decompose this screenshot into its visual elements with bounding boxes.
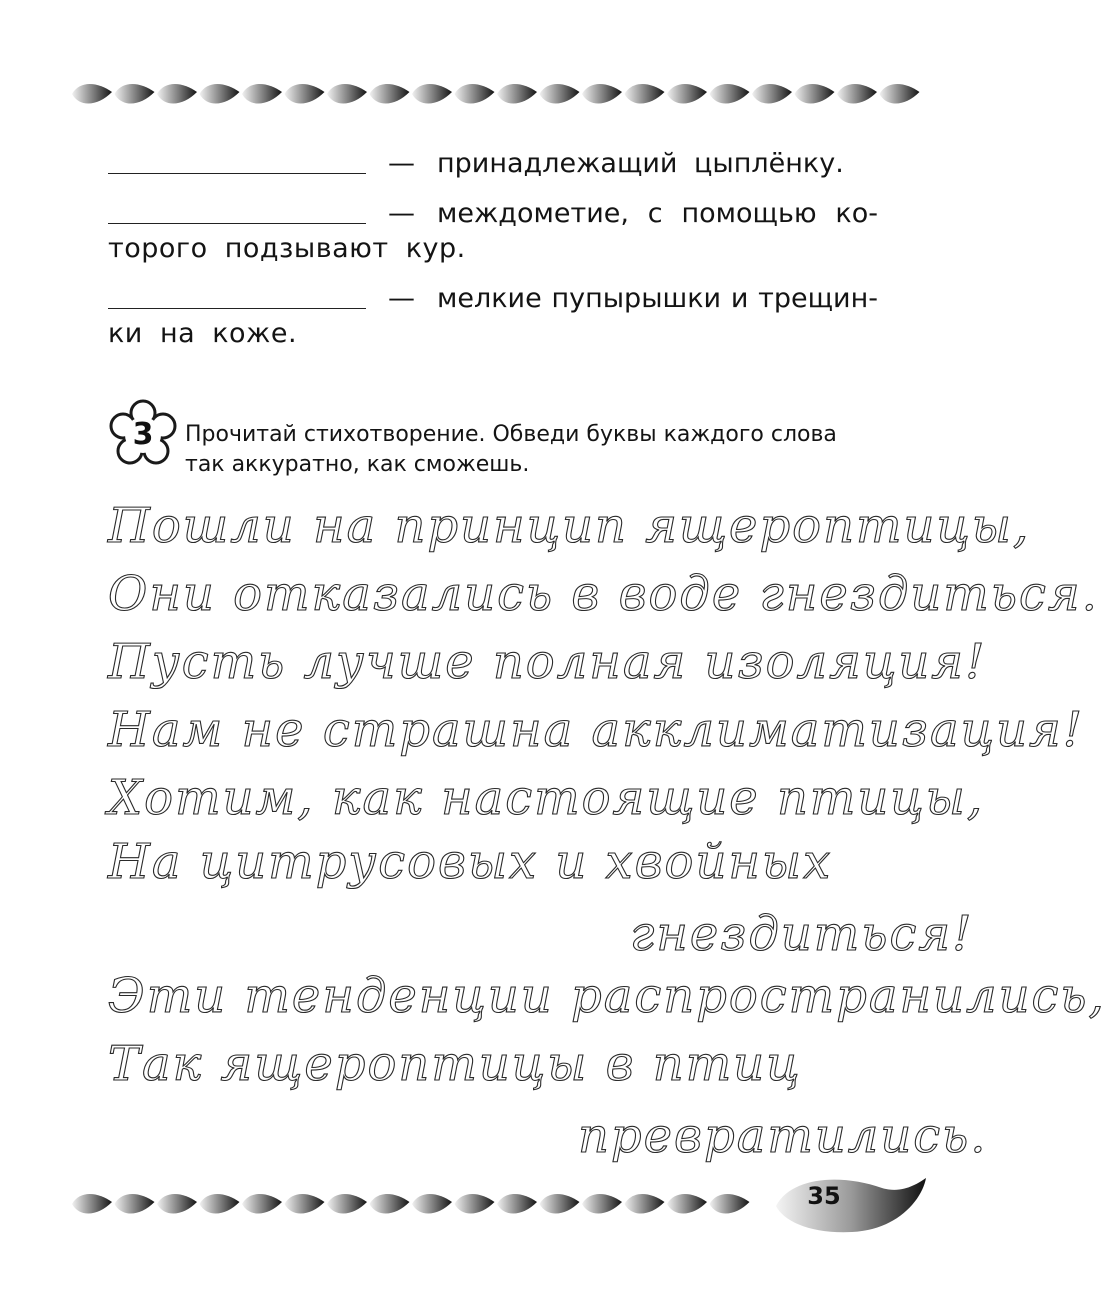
poem-line: Эти тенденции распространились, [108,968,1106,1024]
leaf-border-icon [70,76,930,112]
definition-row-1 [108,148,878,179]
definition-continuation: ки на коже. [108,318,298,349]
answer-blank[interactable] [108,173,366,174]
bottom-border [70,1186,770,1222]
task-number-badge [108,400,178,470]
leaf-icon [625,84,665,104]
leaf-icon [667,1194,707,1214]
leaf-icon [242,84,282,104]
leaf-icon [540,84,580,104]
definition-text: принадлежащий цыплёнку. [437,148,844,179]
leaf-icon [157,84,197,104]
poem-line: Пошли на принцип ящероптицы, [108,498,1031,554]
leaf-icon [837,84,877,104]
definition-continuation: торого подзывают кур. [108,233,466,264]
task-number: 3 [132,417,154,452]
dash: — [388,148,415,179]
leaf-icon [370,1194,410,1214]
definition-row-2 [108,198,878,229]
leaf-icon [540,1194,580,1214]
poem-line: Они отказались в воде гнездиться. [108,566,1099,622]
leaf-icon [327,84,367,104]
leaf-icon [115,84,155,104]
leaf-icon [455,1194,495,1214]
leaf-icon [412,84,452,104]
leaf-icon [285,1194,325,1214]
leaf-icon [667,84,707,104]
page-number: 35 [807,1182,841,1210]
leaf-icon [497,84,537,104]
leaf-icon [455,84,495,104]
answer-blank[interactable] [108,308,366,309]
leaf-icon [497,1194,537,1214]
leaf-icon [72,84,112,104]
poem-line: гнездиться! [630,906,974,962]
poem-line: Хотим, как настоящие птицы, [108,770,985,826]
top-border [70,76,930,112]
leaf-icon [582,84,622,104]
poem-line: превратились. [578,1108,988,1164]
task-instruction-line-1: Прочитай стихотворение. Обведи буквы каждого слова [185,422,837,447]
leaf-icon [880,84,920,104]
definition-text: мелкие пупырышки и трещин- [437,283,878,314]
leaf-icon [115,1194,155,1214]
leaf-icon [710,84,750,104]
leaf-icon [285,84,325,104]
leaf-border-icon [70,1186,770,1222]
leaf-icon [242,1194,282,1214]
leaf-icon [327,1194,367,1214]
leaf-icon [582,1194,622,1214]
leaf-icon [72,1194,112,1214]
leaf-icon [710,1194,750,1214]
page-number-tab [772,1170,932,1240]
leaf-icon [200,84,240,104]
leaf-icon [370,84,410,104]
poem-line: Нам не страшна акклиматизация! [108,702,1085,758]
leaf-icon [795,84,835,104]
answer-blank[interactable] [108,223,366,224]
dash: — [388,198,415,229]
poem-line: Так ящероптицы в птиц [108,1036,802,1092]
poem-line: Пусть лучше полная изоляция! [108,634,987,690]
leaf-icon [200,1194,240,1214]
leaf-icon [625,1194,665,1214]
poem-line: На цитрусовых и хвойных [108,834,833,890]
task-instruction-line-2: так аккуратно, как сможешь. [185,452,530,477]
leaf-icon [412,1194,452,1214]
leaf-icon [157,1194,197,1214]
leaf-icon [752,84,792,104]
dash: — [388,283,415,314]
definition-row-3 [108,283,878,314]
definition-text: междометие, с помощью ко- [437,198,878,229]
